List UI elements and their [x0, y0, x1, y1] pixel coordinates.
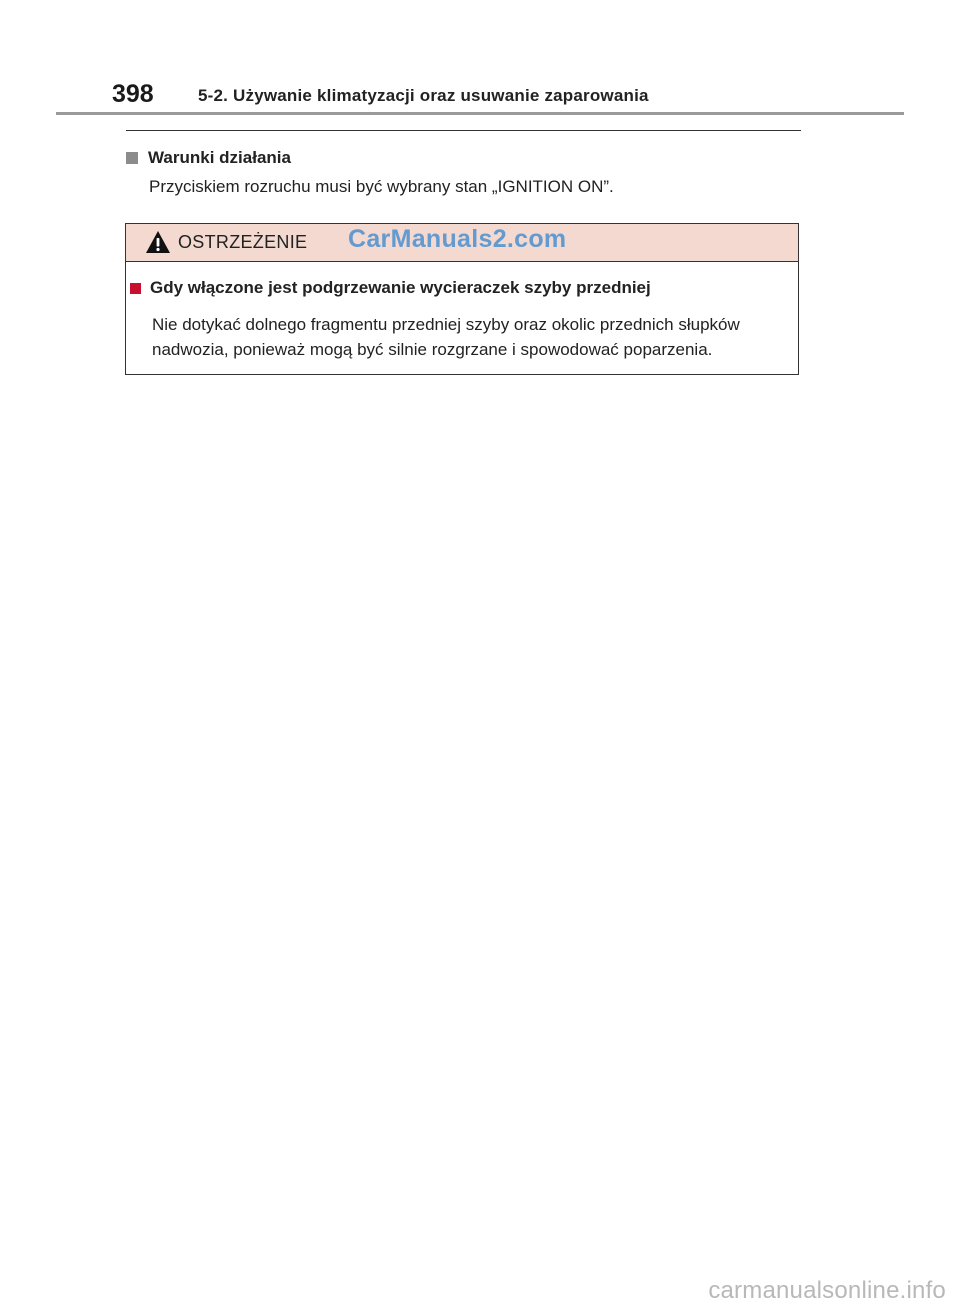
square-bullet-icon: [130, 283, 141, 294]
page-number: 398: [112, 80, 154, 108]
header-rule: [56, 112, 904, 115]
operating-conditions-heading: [126, 148, 291, 168]
footer-watermark: carmanualsonline.info: [708, 1277, 946, 1304]
warning-box: [125, 223, 799, 375]
warning-item-text: Nie dotykać dolnego fragmentu przedniej szyby oraz okolic przednich słupków nadwozia, ponieważ mogą być silnie rozgrzane i spowodować poparzenia.: [152, 315, 740, 359]
warning-item-heading: [130, 278, 651, 298]
operating-conditions-text: Przyciskiem rozruchu musi być wybrany stan „IGNITION ON”.: [149, 177, 614, 196]
square-bullet-icon: [126, 152, 138, 164]
warning-triangle-icon: [145, 230, 171, 254]
section-rule: [126, 130, 801, 131]
warning-header: [126, 224, 798, 262]
section-title: 5-2. Używanie klimatyzacji oraz usuwanie zaparowania: [198, 86, 649, 105]
operating-conditions-title: Warunki działania: [148, 148, 291, 167]
watermark-logo: CarManuals2.com: [348, 225, 567, 253]
warning-item-title: Gdy włączone jest podgrzewanie wycieraczek szyby przedniej: [150, 278, 651, 297]
warning-label: OSTRZEŻENIE: [178, 232, 308, 252]
